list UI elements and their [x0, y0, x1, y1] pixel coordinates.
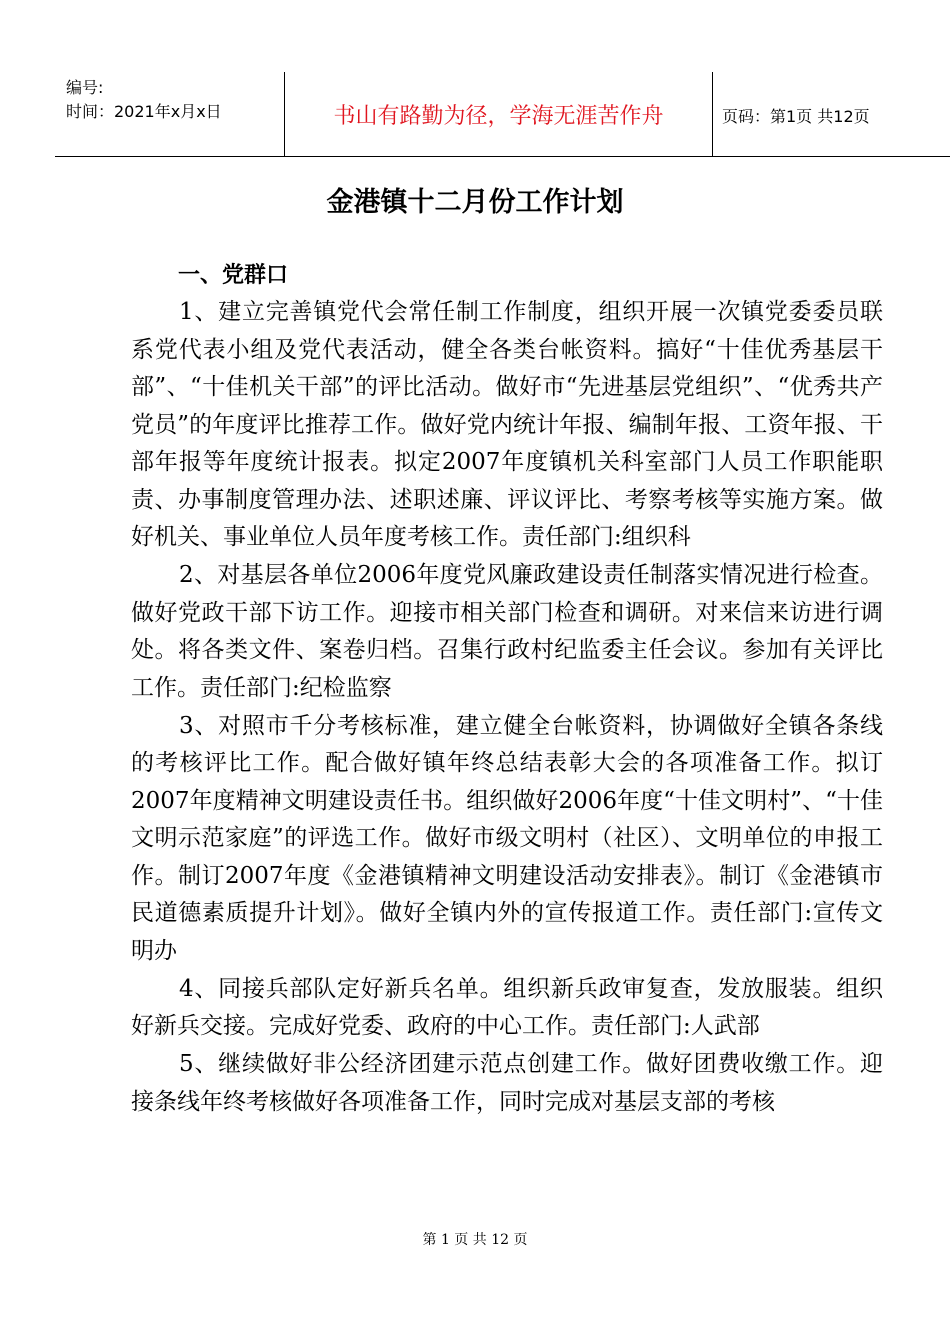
document-number-label: 编号:	[66, 78, 104, 97]
document-title: 金港镇十二月份工作计划	[326, 187, 624, 218]
paragraph-2: 2、对基层各单位2006年度党风廉政建设责任制落实情况进行检查。做好党政干部下访工作。迎接市相关部门检查和调研。对来信来访进行调处。将各类文件、案卷归档。召集行政村纪监委主任会议。参加有关评比工作。责任部门:纪检监察	[131, 562, 883, 701]
document-header	[55, 72, 950, 157]
document-body	[131, 294, 883, 1122]
header-motto: 书山有路勤为径，学海无涯苦作舟	[333, 104, 664, 129]
paragraph-4: 4、同接兵部队定好新兵名单。组织新兵政审复查，发放服装。组织好新兵交接。完成好党委、政府的中心工作。责任部门:人武部	[131, 975, 883, 1039]
paragraph-1: 1、建立完善镇党代会常任制工作制度，组织开展一次镇党委委员联系党代表小组及党代表活动，健全各类台帐资料。搞好“十佳优秀基层干部”、“十佳机关干部”的评比活动。做好市“先进基层党组织”、“优秀共产党员”的年度评比推荐工作。做好党内统计年报、编制年报、工资年报、干部年报等年度统计报表。拟定2007年度镇机关科室部门人员工作职能职责、办事制度管理办法、述职述廉、评议评比、考察考核等实施方案。做好机关、事业单位人员年度考核工作。责任部门:组织科	[131, 299, 883, 550]
paragraph-5: 5、继续做好非公经济团建示范点创建工作。做好团费收缴工作。迎接条线年终考核做好各项准备工作，同时完成对基层支部的考核	[131, 1051, 883, 1115]
document-time-label: 时间：2021年x月x日	[66, 102, 222, 121]
header-page-info: 页码：第1页 共12页	[722, 107, 870, 126]
header-meta-cell	[55, 72, 284, 156]
section-heading: 一、党群口	[178, 262, 289, 288]
paragraph-3: 3、对照市千分考核标准，建立健全台帐资料，协调做好全镇各条线的考核评比工作。配合做好镇年终总结表彰大会的各项准备工作。拟订2007年度精神文明建设责任书。组织做好2006年度“十佳文明村”、“十佳文明示范家庭”的评选工作。做好市级文明村（社区）、文明单位的申报工作。制订2007年度《金港镇精神文明建设活动安排表》。制订《金港镇市民道德素质提升计划》。做好全镇内外的宣传报道工作。责任部门:宣传文明办	[131, 712, 883, 964]
header-page-cell	[712, 72, 950, 156]
page-footer: 第 1 页 共 12 页	[422, 1232, 528, 1248]
header-motto-cell	[284, 72, 713, 156]
